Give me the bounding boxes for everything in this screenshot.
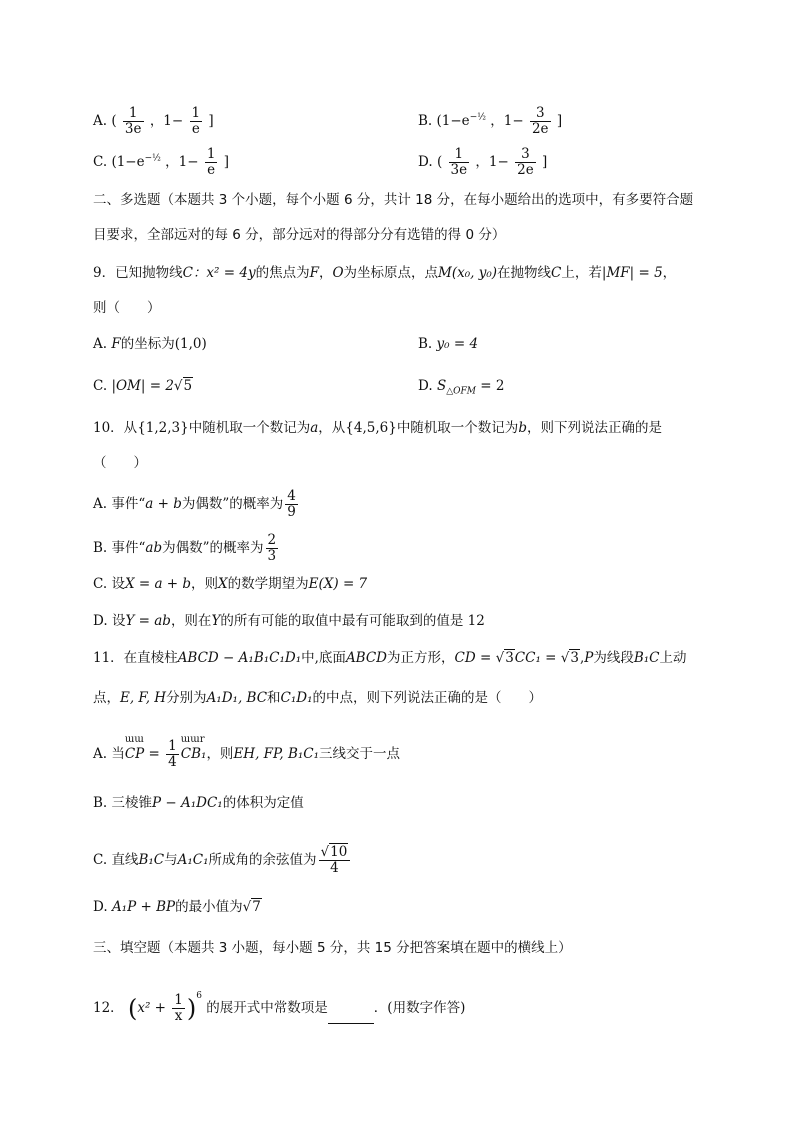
math: ABCD − A₁B₁C₁D₁: [177, 650, 302, 666]
denominator: 9: [287, 504, 296, 520]
section-2-heading-line2: 目要求，全部远对的每 6 分，部分远对的得部分分有选错的得 0 分）: [93, 227, 506, 243]
sqrt-symbol: √: [495, 650, 505, 666]
text: 直线: [111, 852, 139, 868]
option-label: A.: [93, 113, 108, 129]
text: ，则下列说法正确的是: [526, 420, 662, 436]
fraction: [123, 106, 144, 137]
text: 的最小值为: [175, 899, 243, 915]
math: O: [332, 265, 344, 281]
q9-stem-line2: 则（ ）: [93, 300, 161, 316]
q9-option-a: [93, 334, 207, 354]
option-label: D.: [93, 899, 108, 915]
text: 的中点，则下列说法正确的是（ ）: [312, 690, 543, 706]
math: X = a + b: [124, 576, 192, 592]
option-label: C.: [93, 154, 108, 170]
math: P − A₁DC₁: [152, 795, 223, 811]
text: ，则: [206, 746, 234, 762]
fraction: [172, 993, 185, 1024]
numerator: 3: [530, 106, 551, 122]
text: 的数学期望为: [227, 576, 309, 592]
paren: (: [111, 113, 117, 129]
fraction: [266, 533, 279, 564]
text: 三线交于一点: [319, 746, 401, 762]
fraction: [205, 147, 218, 178]
math: x²: [137, 1000, 151, 1016]
sqrt-symbol: √: [242, 899, 252, 915]
math: = 2: [475, 378, 505, 394]
math: B₁C: [633, 650, 660, 666]
text: ，: [662, 265, 677, 281]
fraction: [449, 147, 470, 178]
radicand: 5: [183, 378, 193, 394]
section-2-heading: 二、多选题（本题共 3 个小题，每个小题 6 分，共计 18 分，在每小题给出的选项中，有多要符合题: [93, 192, 694, 208]
q11-stem-line2: [93, 688, 542, 708]
math: b: [518, 420, 527, 436]
paren: ): [186, 994, 197, 1023]
option-label: D.: [418, 378, 433, 394]
exponent: −½: [469, 112, 486, 123]
q11-option-d: [93, 897, 262, 917]
q10-option-d: [93, 611, 485, 631]
vector: [124, 734, 145, 764]
denominator: 2e: [531, 121, 549, 137]
math: C: [182, 265, 193, 281]
text: (1−e: [436, 113, 470, 129]
sqrt-symbol: √: [173, 378, 183, 394]
question-number: 12．: [93, 1000, 124, 1016]
option-label: A.: [93, 336, 108, 352]
math: A₁D₁, BC: [206, 690, 268, 706]
text: 为坐标原点，点: [343, 265, 439, 281]
q11-stem: [93, 648, 687, 668]
text: 10．从: [93, 420, 138, 436]
math: Y: [211, 613, 221, 629]
text: (1−e: [111, 154, 145, 170]
text: ，从: [318, 420, 346, 436]
text: 的展开式中常数项是: [206, 1000, 328, 1016]
math: {4,5,6}: [345, 420, 397, 436]
q8-option-a: [93, 106, 214, 137]
denominator: 3: [267, 548, 277, 564]
numerator: 1: [168, 738, 177, 754]
paren: (: [436, 154, 443, 170]
bracket: ]: [223, 154, 230, 170]
text: 事件“: [111, 540, 146, 556]
text: ，则在: [170, 613, 212, 629]
text: 为正方形，: [387, 650, 455, 666]
q9-option-b: [418, 334, 478, 354]
math: ab: [145, 540, 163, 556]
option-label: A.: [93, 496, 108, 512]
math: F: [111, 336, 121, 352]
math: a + b: [145, 496, 182, 512]
subscript: △OFM: [446, 386, 476, 397]
q9-stem: [93, 263, 676, 283]
text: 为线段: [593, 650, 634, 666]
numerator: 1: [206, 146, 216, 162]
text: ，1−: [165, 154, 199, 170]
text: ,: [579, 650, 585, 666]
option-label: C.: [93, 852, 108, 868]
math: CC₁ =: [514, 650, 561, 666]
text: 点，: [93, 690, 120, 706]
numerator: 1: [174, 992, 183, 1008]
option-label: D.: [93, 613, 108, 629]
text: ，1−: [490, 113, 524, 129]
text: ，1−: [475, 154, 509, 170]
q10-option-a: [93, 489, 300, 520]
math: A₁P + BP: [111, 899, 176, 915]
text: ．(用数字作答): [373, 1000, 466, 1016]
exponent: 6: [196, 991, 202, 1001]
numerator: 3: [515, 147, 536, 163]
text: 中,底面: [301, 650, 346, 666]
math: Y = ab: [125, 613, 171, 629]
text: 在抛物线: [497, 265, 552, 281]
denominator: 3e: [124, 121, 142, 137]
math: =: [144, 746, 165, 762]
math: y₀ = 4: [436, 336, 479, 352]
text: 事件“: [111, 496, 146, 512]
math: P: [584, 650, 594, 666]
bracket: ]: [208, 113, 214, 129]
q9-option-c: [93, 376, 193, 396]
math: X: [218, 576, 228, 592]
bracket: ]: [542, 154, 548, 170]
math: B₁C: [138, 852, 165, 868]
text: ，则: [191, 576, 219, 592]
fraction: [166, 739, 179, 770]
denominator: e: [207, 162, 216, 178]
math: CD =: [454, 650, 496, 666]
denominator: x: [174, 1008, 183, 1024]
numerator: 2: [267, 532, 277, 548]
q10-stem: [93, 418, 662, 438]
text: 当: [111, 746, 125, 762]
denominator: e: [191, 121, 200, 137]
math: +: [150, 1000, 171, 1016]
answer-blank[interactable]: [328, 1009, 374, 1024]
math: E(X) = 7: [308, 576, 368, 592]
math: |OM| = 2: [111, 378, 174, 394]
radicand: 3: [570, 650, 579, 666]
text: 分别为: [166, 690, 207, 706]
text: 设: [111, 576, 125, 592]
q8-option-b: [418, 106, 562, 137]
radicand: 7: [252, 899, 261, 915]
numerator: 1: [191, 105, 201, 121]
q11-option-c: [93, 845, 352, 876]
math: EH, FP, B₁C₁: [233, 746, 320, 762]
q10-stem-line2: （ ）: [93, 455, 147, 471]
denominator: 4: [168, 754, 177, 770]
text: 所成角的余弦值为: [208, 852, 317, 868]
fraction: [319, 845, 351, 876]
denominator: 4: [330, 860, 339, 876]
text: 和: [267, 690, 281, 706]
option-label: A.: [93, 746, 108, 762]
math: ABCD: [345, 650, 388, 666]
q10-option-b: [93, 533, 280, 564]
q9-option-d: [418, 376, 504, 402]
text: 为偶数”的概率为: [162, 540, 264, 556]
q10-option-c: [93, 574, 367, 594]
q11-option-b: [93, 793, 304, 813]
vector: [180, 734, 207, 764]
fraction: [190, 106, 203, 137]
text: 9．已知抛物线: [93, 265, 183, 281]
math: a: [310, 420, 319, 436]
option-label: C.: [93, 576, 108, 592]
exponent: −½: [144, 153, 161, 164]
numerator: [319, 845, 351, 861]
text: 为偶数”的概率为: [181, 496, 284, 512]
vector-arrow: ɯɯ: [124, 734, 144, 745]
math: A₁C₁: [177, 852, 209, 868]
text: 的坐标为: [120, 336, 175, 352]
option-label: B.: [418, 113, 433, 129]
sqrt-symbol: √: [560, 650, 570, 666]
radicand: 3: [505, 650, 514, 666]
section-3-heading: 三、填空题（本题共 3 小题，每小题 5 分，共 15 分把答案填在题中的横线上）: [93, 940, 572, 956]
math: |MF| = 5: [601, 265, 663, 281]
text: 11．在直棱柱: [93, 650, 178, 666]
option-label: B.: [418, 336, 433, 352]
text: 中随机取一个数记为: [396, 420, 519, 436]
math: ：x² = 4y: [192, 265, 256, 281]
text: 与: [164, 852, 178, 868]
math: {1,2,3}: [137, 420, 189, 436]
numerator: 4: [287, 488, 296, 504]
vector-arrow: ɯɯr: [180, 734, 205, 745]
text: 设: [111, 613, 126, 629]
option-label: B.: [93, 795, 108, 811]
denominator: 2e: [517, 162, 534, 178]
fraction: [515, 147, 536, 178]
math: E, F, H: [120, 690, 167, 706]
fraction: [285, 489, 298, 520]
math: (1,0): [174, 336, 207, 352]
q8-option-c: [93, 147, 229, 178]
math: CP: [124, 746, 145, 762]
text: 上，若: [561, 265, 602, 281]
text: 的所有可能的取值中最有可能取到的值是 12: [220, 613, 485, 629]
q12-stem: [93, 986, 465, 1024]
text: ，: [318, 265, 333, 281]
q8-option-d: [418, 147, 547, 178]
text: 的焦点为: [255, 265, 310, 281]
math: S: [436, 378, 447, 394]
math: C₁D₁: [280, 690, 313, 706]
q11-option-a: [93, 734, 401, 770]
radicand: 10: [330, 844, 348, 860]
text: 三棱锥: [111, 795, 153, 811]
math: M(x₀, y₀): [438, 265, 498, 281]
option-label: B.: [93, 540, 108, 556]
option-label: D.: [418, 154, 433, 170]
math: C: [551, 265, 562, 281]
fraction: [530, 106, 551, 137]
bracket: ]: [556, 113, 563, 129]
option-label: C.: [93, 378, 108, 394]
sqrt-symbol: √: [320, 844, 330, 860]
numerator: 1: [449, 147, 470, 163]
denominator: 3e: [450, 162, 468, 178]
math: F: [309, 265, 319, 281]
text: 上动: [659, 650, 687, 666]
text: 中随机取一个数记为: [188, 420, 311, 436]
text: ，1−: [149, 113, 184, 129]
paren: (: [127, 994, 138, 1023]
math: CB₁: [180, 746, 207, 762]
numerator: 1: [123, 106, 144, 122]
text: 的体积为定值: [222, 795, 304, 811]
